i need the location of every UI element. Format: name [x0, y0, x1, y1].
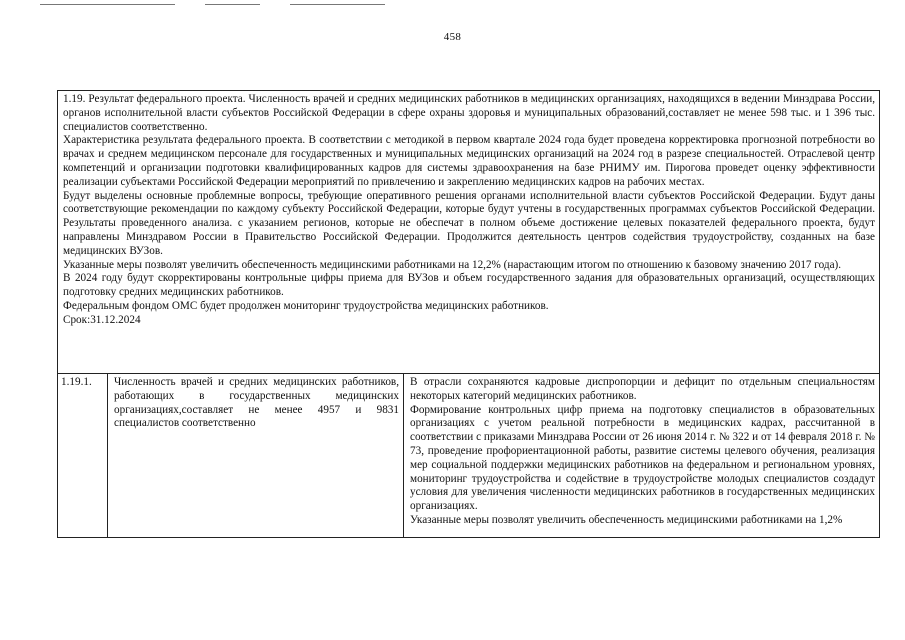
details-paragraph: Указанные меры позволят увеличить обеспеченность медицинскими работниками на 1,2% [410, 513, 843, 526]
summary-paragraph: Указанные меры позволят увеличить обеспеченность медицинскими работниками на 12,2% (нарастающим итогом по отношению к базовому значению 2017 года). [63, 258, 842, 271]
deadline: Срок:31.12.2024 [63, 313, 141, 326]
summary-paragraph: В 2024 году будут скорректированы контрольные цифры приема для ВУЗов и объем государственного задания для образовательных организаций, осуществляющих подготовку средних медицинских работников. [63, 272, 875, 299]
result-summary-cell [58, 91, 879, 374]
details-cell [404, 374, 879, 537]
summary-paragraph: Будут выделены основные проблемные вопросы, требующие оперативного решения органами исполнительной власти субъектов Российской Федерации. Будут даны соответствующие рекомендации по каждому субъекту Российской Федерации, которые будут учтены в государственных программах субъектов Российской Федерации. Результаты проведенного анализа. с указанием регионов, которые не обеспечат в полном объеме достижение целевых показателей федерального проекта, будут направлены Минздравом России в Правительство Российской Федерации. Продолжится деятельность центров содействия трудоустройству, созданных на базе медицинских ВУЗов. [63, 189, 875, 257]
details-paragraph: Формирование контрольных цифр приема на подготовку специалистов в образовательных организациях с учетом реальной потребности в медицинских кадрах, рассчитанной в соответствии с приказами Минздрава России от 26 июня 2014 г. № 322 и от 14 февраля 2018 г. № 73, проведение профориентационной работы, развитие системы целевого обучения, реализация мер социальной поддержки медицинских работников на федеральном и региональном уровнях, мониторинг трудоустройства и содействие в трудоустройстве молодых специалистов создадут условия для увеличения численности медицинских работников в государственных медицинских организациях. [410, 403, 875, 513]
scan-artifact-line [205, 4, 260, 5]
scan-artifact-line [290, 4, 385, 5]
document-table [57, 90, 880, 538]
summary-paragraph: 1.19. Результат федерального проекта. Численность врачей и средних медицинских работников в медицинских организациях, находящихся в ведении Минздрава России, органов исполнительной власти субъектов Российской Федерации в сфере охраны здоровья и муниципальных образований,составляет не менее 598 тыс. и 1 396 тыс. специалистов соответственно. [63, 93, 875, 133]
details-paragraph: В отрасли сохраняются кадровые диспропорции и дефицит по отдельным специальностям некоторых категорий медицинских работников. [410, 376, 875, 402]
indicator-cell: Численность врачей и средних медицинских работников, работающих в государственных медицинских организациях,составляет не менее 4957 и 9831 специалистов соответственно [108, 374, 404, 537]
summary-paragraph: Федеральным фондом ОМС будет продолжен мониторинг трудоустройства медицинских работников. [63, 299, 549, 312]
summary-paragraph: Характеристика результата федерального проекта. В соответствии с методикой в первом квартале 2024 года будет проведена корректировка прогнозной потребности во врачах и среднем медицинском персонале для государственных и муниципальных медицинских организаций на 2024 год в разрезе специальностей. Отраслевой центр компетенций и организации подготовки квалифицированных кадров для системы здравоохранения на базе РНИМУ им. Пирогова проведет оценку эффективности реализации субъектами Российской Федерации мероприятий по привлечению и закреплению медицинских кадров на рабочих местах. [63, 134, 875, 188]
page-number: 458 [443, 31, 462, 43]
table-row [58, 374, 879, 537]
row-number: 1.19.1. [58, 374, 108, 537]
scan-artifact-line [40, 4, 175, 5]
